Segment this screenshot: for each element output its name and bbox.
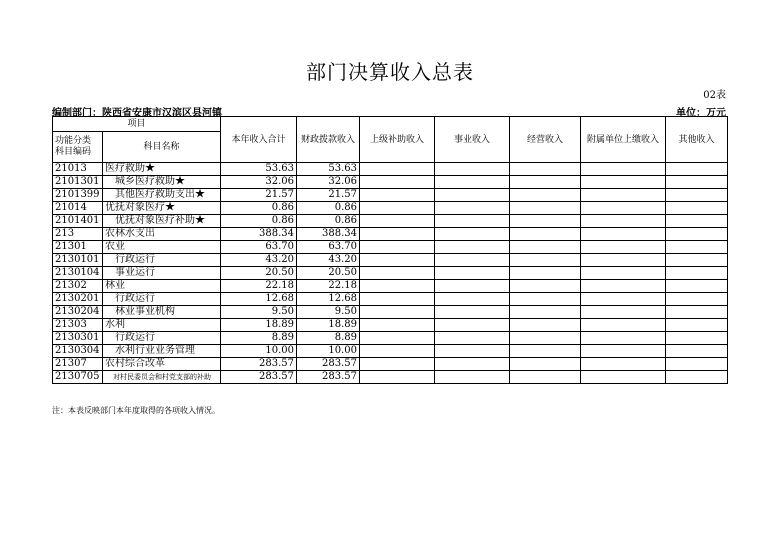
code-cell: 21013: [53, 163, 103, 176]
name-cell: 优抚对象医疗★: [103, 202, 221, 215]
affiliated-cell: [581, 215, 666, 228]
fiscal-cell: 63.70: [297, 241, 360, 254]
operating-cell: [510, 293, 581, 306]
operating-cell: [510, 345, 581, 358]
other-cell: [666, 358, 728, 371]
code-cell: 2101399: [53, 189, 103, 202]
total-cell: 0.86: [221, 215, 297, 228]
other-cell: [666, 306, 728, 319]
table-row: [53, 202, 728, 215]
header-code: [53, 132, 103, 163]
name-cell: 农村综合改革: [103, 358, 221, 371]
business-cell: [435, 163, 510, 176]
other-cell: [666, 176, 728, 189]
business-cell: [435, 176, 510, 189]
total-cell: 18.89: [221, 319, 297, 332]
superior-subsidy-cell: [360, 228, 435, 241]
income-summary-table: [52, 116, 728, 384]
affiliated-cell: [581, 371, 666, 384]
header-operating: 经营收入: [510, 117, 581, 163]
business-cell: [435, 228, 510, 241]
other-cell: [666, 189, 728, 202]
superior-subsidy-cell: [360, 241, 435, 254]
superior-subsidy-cell: [360, 345, 435, 358]
name-cell: 行政运行: [103, 254, 221, 267]
other-cell: [666, 267, 728, 280]
code-cell: 2130204: [53, 306, 103, 319]
business-cell: [435, 254, 510, 267]
affiliated-cell: [581, 176, 666, 189]
fiscal-cell: 10.00: [297, 345, 360, 358]
name-cell: 农业: [103, 241, 221, 254]
operating-cell: [510, 163, 581, 176]
total-cell: 283.57: [221, 358, 297, 371]
operating-cell: [510, 228, 581, 241]
fiscal-cell: 12.68: [297, 293, 360, 306]
name-cell: 行政运行: [103, 332, 221, 345]
business-cell: [435, 293, 510, 306]
name-cell: 行政运行: [103, 293, 221, 306]
business-cell: [435, 358, 510, 371]
operating-cell: [510, 267, 581, 280]
affiliated-cell: [581, 163, 666, 176]
superior-subsidy-cell: [360, 280, 435, 293]
code-cell: 21303: [53, 319, 103, 332]
superior-subsidy-cell: [360, 176, 435, 189]
code-cell: 213: [53, 228, 103, 241]
header-code-line1: 功能分类: [55, 136, 92, 146]
business-cell: [435, 332, 510, 345]
operating-cell: [510, 332, 581, 345]
code-cell: 2130201: [53, 293, 103, 306]
business-cell: [435, 267, 510, 280]
table-row: [53, 215, 728, 228]
fiscal-cell: 388.34: [297, 228, 360, 241]
table-row: [53, 254, 728, 267]
operating-cell: [510, 306, 581, 319]
header-superior-subsidy: 上级补助收入: [360, 117, 435, 163]
header-other: 其他收入: [666, 117, 728, 163]
operating-cell: [510, 189, 581, 202]
code-cell: 2130304: [53, 345, 103, 358]
superior-subsidy-cell: [360, 163, 435, 176]
affiliated-cell: [581, 189, 666, 202]
other-cell: [666, 319, 728, 332]
table-row: [53, 293, 728, 306]
affiliated-cell: [581, 358, 666, 371]
affiliated-cell: [581, 267, 666, 280]
fiscal-cell: 43.20: [297, 254, 360, 267]
superior-subsidy-cell: [360, 202, 435, 215]
fiscal-cell: 9.50: [297, 306, 360, 319]
superior-subsidy-cell: [360, 293, 435, 306]
superior-subsidy-cell: [360, 332, 435, 345]
other-cell: [666, 202, 728, 215]
business-cell: [435, 202, 510, 215]
table-row: [53, 228, 728, 241]
operating-cell: [510, 241, 581, 254]
operating-cell: [510, 280, 581, 293]
other-cell: [666, 345, 728, 358]
total-cell: 283.57: [221, 371, 297, 384]
other-cell: [666, 254, 728, 267]
table-row: [53, 163, 728, 176]
footnote: 注：本表反映部门本年度取得的各项收入情况。: [52, 406, 220, 415]
superior-subsidy-cell: [360, 254, 435, 267]
business-cell: [435, 319, 510, 332]
operating-cell: [510, 215, 581, 228]
affiliated-cell: [581, 319, 666, 332]
report-title: 部门决算收入总表: [306, 60, 474, 84]
total-cell: 0.86: [221, 202, 297, 215]
table-row: [53, 176, 728, 189]
total-cell: 388.34: [221, 228, 297, 241]
code-cell: 2101301: [53, 176, 103, 189]
fiscal-cell: 22.18: [297, 280, 360, 293]
fiscal-cell: 18.89: [297, 319, 360, 332]
business-cell: [435, 189, 510, 202]
table-row: [53, 332, 728, 345]
other-cell: [666, 228, 728, 241]
business-cell: [435, 241, 510, 254]
code-cell: 2101401: [53, 215, 103, 228]
fiscal-cell: 283.57: [297, 371, 360, 384]
total-cell: 43.20: [221, 254, 297, 267]
affiliated-cell: [581, 306, 666, 319]
affiliated-cell: [581, 293, 666, 306]
unit-label: 单位：万元: [676, 108, 726, 119]
other-cell: [666, 280, 728, 293]
fiscal-cell: 32.06: [297, 176, 360, 189]
header-business: 事业收入: [435, 117, 510, 163]
fiscal-cell: 53.63: [297, 163, 360, 176]
affiliated-cell: [581, 345, 666, 358]
business-cell: [435, 306, 510, 319]
other-cell: [666, 332, 728, 345]
fiscal-cell: 20.50: [297, 267, 360, 280]
table-row: [53, 189, 728, 202]
name-cell: 林业事业机构: [103, 306, 221, 319]
name-cell: 对村民委员会和村党支部的补助: [103, 371, 221, 384]
table-row: [53, 280, 728, 293]
other-cell: [666, 163, 728, 176]
code-cell: 21302: [53, 280, 103, 293]
name-cell: 城乡医疗救助★: [103, 176, 221, 189]
total-cell: 10.00: [221, 345, 297, 358]
table-row: [53, 358, 728, 371]
affiliated-cell: [581, 254, 666, 267]
business-cell: [435, 215, 510, 228]
name-cell: 其他医疗救助支出★: [103, 189, 221, 202]
other-cell: [666, 241, 728, 254]
superior-subsidy-cell: [360, 306, 435, 319]
name-cell: 优抚对象医疗补助★: [103, 215, 221, 228]
operating-cell: [510, 254, 581, 267]
operating-cell: [510, 319, 581, 332]
total-cell: 22.18: [221, 280, 297, 293]
fiscal-cell: 283.57: [297, 358, 360, 371]
operating-cell: [510, 176, 581, 189]
fiscal-cell: 0.86: [297, 202, 360, 215]
header-name: 科目名称: [103, 132, 221, 163]
total-cell: 21.57: [221, 189, 297, 202]
name-cell: 水利: [103, 319, 221, 332]
affiliated-cell: [581, 241, 666, 254]
business-cell: [435, 345, 510, 358]
header-total: 本年收入合计: [221, 117, 297, 163]
operating-cell: [510, 358, 581, 371]
other-cell: [666, 293, 728, 306]
code-cell: 2130301: [53, 332, 103, 345]
other-cell: [666, 215, 728, 228]
business-cell: [435, 371, 510, 384]
name-cell: 林业: [103, 280, 221, 293]
name-cell: 事业运行: [103, 267, 221, 280]
total-cell: 32.06: [221, 176, 297, 189]
name-cell: 医疗救助★: [103, 163, 221, 176]
code-cell: 21014: [53, 202, 103, 215]
code-cell: 2130104: [53, 267, 103, 280]
table-row: [53, 345, 728, 358]
business-cell: [435, 280, 510, 293]
fiscal-cell: 21.57: [297, 189, 360, 202]
superior-subsidy-cell: [360, 215, 435, 228]
superior-subsidy-cell: [360, 371, 435, 384]
header-code-line2: 科目编码: [55, 147, 92, 157]
operating-cell: [510, 202, 581, 215]
affiliated-cell: [581, 228, 666, 241]
affiliated-cell: [581, 332, 666, 345]
total-cell: 63.70: [221, 241, 297, 254]
code-cell: 2130705: [53, 371, 103, 384]
total-cell: 53.63: [221, 163, 297, 176]
table-row: [53, 319, 728, 332]
affiliated-cell: [581, 202, 666, 215]
header-fiscal: 财政拨款收入: [297, 117, 360, 163]
code-cell: 21307: [53, 358, 103, 371]
total-cell: 9.50: [221, 306, 297, 319]
table-row: [53, 306, 728, 319]
fiscal-cell: 0.86: [297, 215, 360, 228]
code-cell: 21301: [53, 241, 103, 254]
name-cell: 农林水支出: [103, 228, 221, 241]
total-cell: 8.89: [221, 332, 297, 345]
total-cell: 20.50: [221, 267, 297, 280]
superior-subsidy-cell: [360, 267, 435, 280]
header-item: 项目: [53, 117, 221, 132]
code-cell: 2130101: [53, 254, 103, 267]
table-row: [53, 241, 728, 254]
table-code: 02表: [703, 90, 726, 101]
superior-subsidy-cell: [360, 358, 435, 371]
department-label: 编制部门：陕西省安康市汉滨区县河镇: [52, 108, 222, 119]
superior-subsidy-cell: [360, 189, 435, 202]
affiliated-cell: [581, 280, 666, 293]
operating-cell: [510, 371, 581, 384]
total-cell: 12.68: [221, 293, 297, 306]
other-cell: [666, 371, 728, 384]
superior-subsidy-cell: [360, 319, 435, 332]
table-row: [53, 267, 728, 280]
table-row: [53, 371, 728, 384]
fiscal-cell: 8.89: [297, 332, 360, 345]
header-affiliated: 附属单位上缴收入: [581, 117, 666, 163]
name-cell: 水利行业业务管理: [103, 345, 221, 358]
